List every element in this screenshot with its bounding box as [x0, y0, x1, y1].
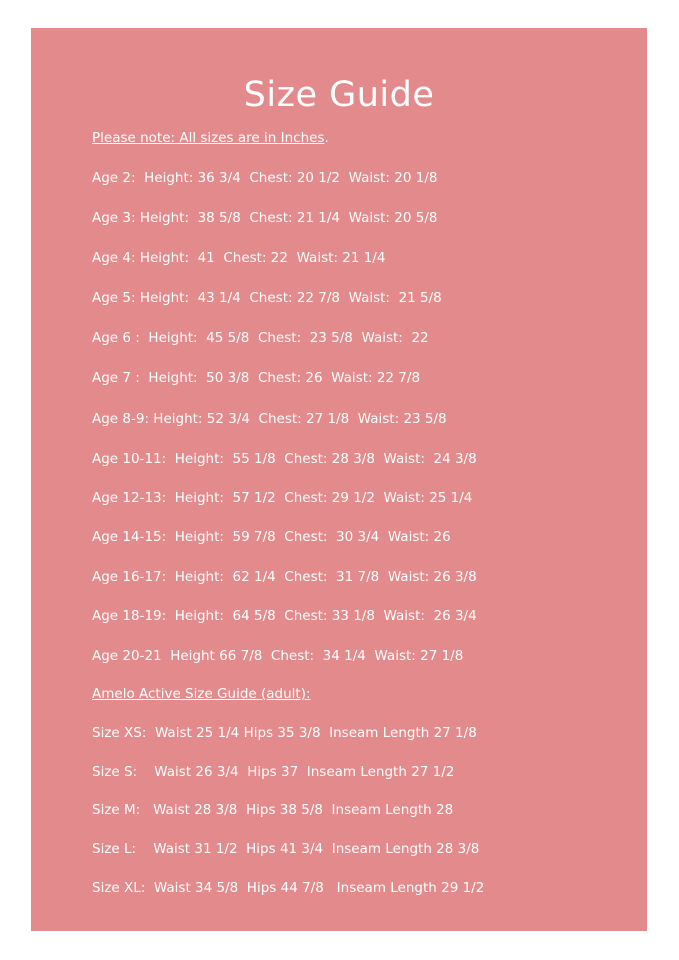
age-row: Age 5: Height: 43 1/4 Chest: 22 7/8 Waist: 21 5/8	[92, 290, 442, 306]
age-row: Age 2: Height: 36 3/4 Chest: 20 1/2 Waist: 20 1/8	[92, 170, 438, 186]
age-row: Age 16-17: Height: 62 1/4 Chest: 31 7/8 Waist: 26 3/8	[92, 569, 477, 585]
age-row: Age 14-15: Height: 59 7/8 Chest: 30 3/4 Waist: 26	[92, 529, 451, 545]
adult-size-row: Size M: Waist 28 3/8 Hips 38 5/8 Inseam Length 28	[92, 802, 454, 818]
units-note-text: Please note: All sizes are in Inches	[92, 130, 325, 146]
size-guide-panel	[31, 28, 647, 931]
age-row: Age 6 : Height: 45 5/8 Chest: 23 5/8 Waist: 22	[92, 330, 429, 346]
age-row: Age 18-19: Height: 64 5/8 Chest: 33 1/8 Waist: 26 3/4	[92, 608, 477, 624]
adult-size-row: Size XL: Waist 34 5/8 Hips 44 7/8 Inseam Length 29 1/2	[92, 880, 485, 896]
age-row: Age 3: Height: 38 5/8 Chest: 21 1/4 Waist: 20 5/8	[92, 210, 438, 226]
age-row: Age 10-11: Height: 55 1/8 Chest: 28 3/8 Waist: 24 3/8	[92, 451, 477, 467]
units-note-period: .	[324, 130, 329, 146]
age-row: Age 4: Height: 41 Chest: 22 Waist: 21 1/4	[92, 250, 386, 266]
units-note	[92, 129, 329, 147]
adult-size-row: Size S: Waist 26 3/4 Hips 37 Inseam Length 27 1/2	[92, 764, 455, 780]
age-row: Age 8-9: Height: 52 3/4 Chest: 27 1/8 Waist: 23 5/8	[92, 411, 447, 427]
age-row: Age 12-13: Height: 57 1/2 Chest: 29 1/2 Waist: 25 1/4	[92, 490, 473, 506]
adult-size-row: Size L: Waist 31 1/2 Hips 41 3/4 Inseam Length 28 3/8	[92, 841, 480, 857]
age-row: Age 20-21 Height 66 7/8 Chest: 34 1/4 Waist: 27 1/8	[92, 648, 464, 664]
adult-size-row: Size XS: Waist 25 1/4 Hips 35 3/8 Inseam Length 27 1/8	[92, 725, 477, 741]
page-title: Size Guide	[243, 75, 435, 115]
age-row: Age 7 : Height: 50 3/8 Chest: 26 Waist: 22 7/8	[92, 370, 421, 386]
adult-guide-heading: Amelo Active Size Guide (adult):	[92, 686, 311, 702]
